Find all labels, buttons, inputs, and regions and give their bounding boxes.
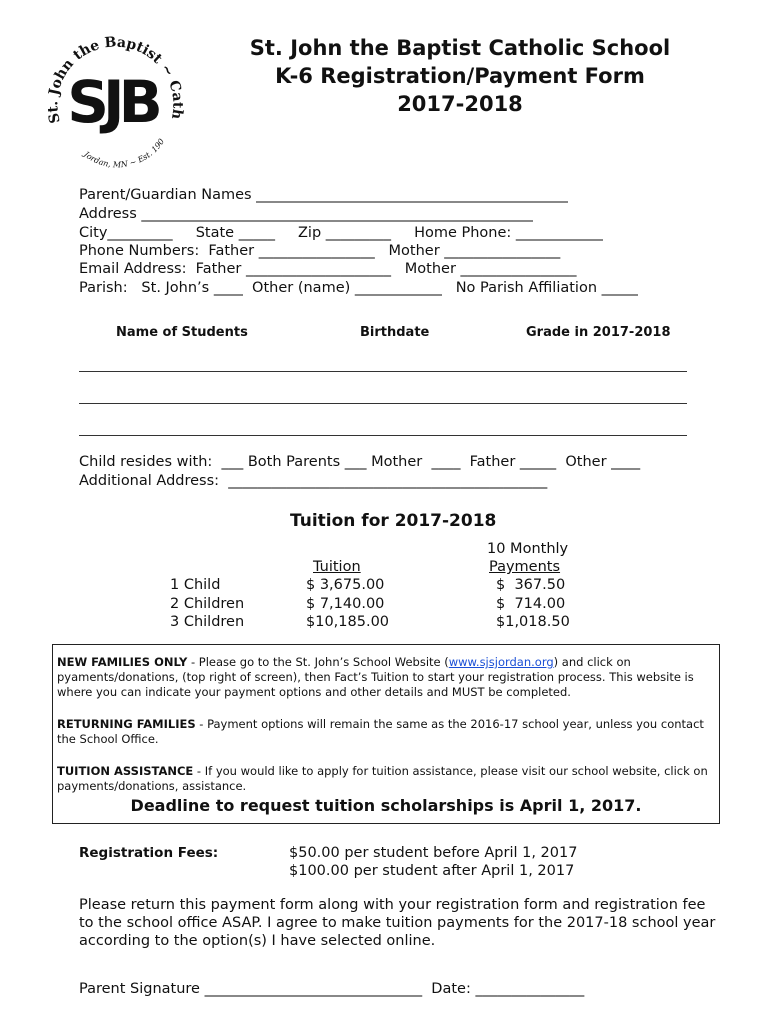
city-state-zip-phone-field[interactable]: City_________ State _____ Zip _________ Home Phone: ____________: [79, 225, 603, 241]
new-families-pre: - Please go to the St. John’s School Website (: [187, 655, 449, 669]
form-year: 2017-2018: [397, 92, 523, 116]
school-website-link[interactable]: www.sjsjordan.org: [448, 655, 554, 669]
student-line-1[interactable]: [79, 371, 687, 372]
tuition-row-label: 2 Children: [170, 596, 245, 612]
fee-before: $50.00 per student before April 1, 2017: [289, 845, 578, 861]
monthly-header-1: 10 Monthly: [487, 541, 569, 557]
fee-after: $100.00 per student after April 1, 2017: [289, 863, 575, 879]
logo-monogram: SJB: [67, 68, 157, 136]
returning-families-text: - Payment options will remain the same as the 2016-17 school year, unless you contact the School Office.: [57, 717, 704, 746]
monthly-header-2: Payments: [489, 559, 561, 575]
tuition-row-monthly: $ 367.50: [496, 577, 566, 593]
student-line-3[interactable]: [79, 435, 687, 436]
new-families-label: NEW FAMILIES ONLY: [57, 655, 188, 669]
scholarship-deadline: Deadline to request tuition scholarships is April 1, 2017.: [130, 796, 642, 815]
tuition-row-amount: $ 3,675.00: [306, 577, 385, 593]
school-logo: [40, 22, 190, 172]
form-title: St. John the Baptist Catholic School: [249, 36, 671, 60]
tuition-assistance-notice: [57, 764, 717, 794]
parent-names-field[interactable]: Parent/Guardian Names ___________________________________________: [79, 187, 568, 203]
form-subtitle: K-6 Registration/Payment Form: [275, 64, 645, 88]
logo-sub-text: Jordan, MN ~ Est. 190: [82, 137, 167, 170]
email-field[interactable]: Email Address: Father ____________________ Mother ________________: [79, 261, 577, 277]
tuition-heading: Tuition for 2017-2018: [290, 511, 497, 531]
tuition-row-amount: $10,185.00: [306, 614, 390, 630]
signature-date-field[interactable]: Parent Signature ______________________________ Date: _______________: [79, 981, 585, 997]
tuition-row-amount: $ 7,140.00: [306, 596, 385, 612]
address-field[interactable]: Address ______________________________________________________: [79, 206, 533, 222]
school-seal-icon: [40, 22, 190, 172]
col-birthdate: Birthdate: [360, 325, 430, 340]
additional-address-field[interactable]: Additional Address: ____________________________________________: [79, 473, 548, 489]
parish-field[interactable]: Parish: St. John’s ____ Other (name) ____________ No Parish Affiliation _____: [79, 280, 638, 296]
new-families-notice: [57, 655, 717, 700]
tuition-assistance-label: TUITION ASSISTANCE: [57, 764, 194, 778]
child-resides-field[interactable]: Child resides with: ___ Both Parents ___ Mother ____ Father _____ Other ____: [79, 454, 641, 470]
tuition-row-monthly: $1,018.50: [496, 614, 570, 630]
returning-families-notice: [57, 717, 717, 747]
col-grade: Grade in 2017-2018: [526, 325, 671, 340]
col-student-name: Name of Students: [116, 325, 248, 340]
student-line-2[interactable]: [79, 403, 687, 404]
returning-families-label: RETURNING FAMILIES: [57, 717, 196, 731]
tuition-row-label: 3 Children: [170, 614, 245, 630]
tuition-row-monthly: $ 714.00: [496, 596, 566, 612]
tuition-row-label: 1 Child: [170, 577, 221, 593]
phone-numbers-field[interactable]: Phone Numbers: Father ________________ Mother ________________: [79, 243, 561, 259]
logo-ring-text: St. John the Baptist ~ Cath: [45, 34, 186, 125]
tuition-header: Tuition: [313, 559, 361, 575]
new-families-post: ) and click on pyaments/donations, (top right of screen), then Fact’s Tuition to start your registration process. This website is where you can indicate your payment options and other details and MUST be completed.: [57, 655, 694, 699]
registration-fees-label: Registration Fees:: [79, 845, 219, 861]
return-instructions: Please return this payment form along with your registration form and registration fee to the school office ASAP. I agree to make tuition payments for the 2017-18 school year according to the option(s) I have selected online.: [79, 897, 716, 949]
tuition-assistance-text: - If you would like to apply for tuition assistance, please visit our school website, click on payments/donations, assistance.: [57, 764, 708, 793]
